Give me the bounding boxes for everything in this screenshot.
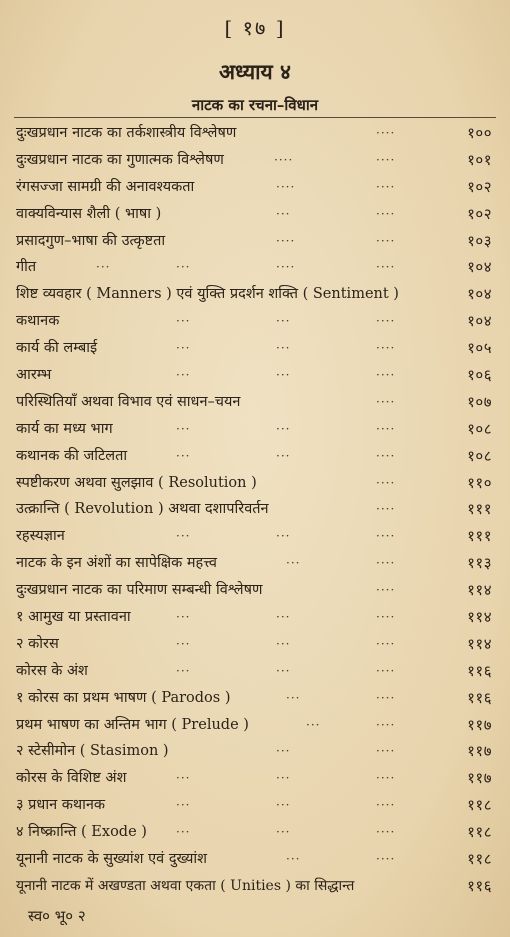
- toc-entry: [16, 308, 498, 335]
- toc-entry-page: ११८: [467, 796, 492, 815]
- toc-entry-title: १ कोरस का प्रथम भाषण ( Parodos ): [16, 689, 231, 706]
- toc-entry: [16, 335, 498, 362]
- leader-dots: ····: [376, 126, 396, 140]
- toc-entry-page: १०४: [467, 258, 492, 277]
- leader-dots: ···: [96, 260, 111, 275]
- toc-entry-title: दुःखप्रधान नाटक का तर्कशास्त्रीय विश्लेषण: [16, 125, 237, 141]
- toc-entry-page: १०४: [467, 312, 492, 331]
- section-title: नाटक का रचना–विधान: [191, 96, 319, 114]
- toc-entry: [16, 604, 498, 631]
- toc-entry-title: रहस्यज्ञान: [16, 528, 65, 545]
- toc-entry: [16, 738, 498, 765]
- toc-entry-title: नाटक के इन अंशों का सापेक्षिक महत्त्व: [16, 555, 217, 572]
- toc-entry-page: ११४: [467, 581, 492, 600]
- toc-entry: [16, 174, 498, 201]
- toc-entry-title: यूनानी नाटक के सुख्यांश एवं दुख्यांश: [16, 851, 208, 868]
- leader-dots: ····: [376, 233, 396, 248]
- toc-entry-title: कथानक: [16, 313, 60, 330]
- toc-entry-page: ११६: [467, 688, 492, 707]
- toc-entry-page: १०६: [467, 366, 492, 385]
- leader-dots: ···: [276, 744, 291, 759]
- toc-entry-title: कोरस के विशिष्ट अंश: [16, 770, 127, 787]
- toc-entry-title: प्रसादगुण–भाषा की उत्कृष्टता: [16, 232, 166, 249]
- leader-dots: ····: [376, 368, 396, 383]
- toc-entry-page: ११८: [467, 850, 492, 869]
- leader-dots: ···: [276, 771, 291, 786]
- leader-dots: ····: [376, 663, 396, 678]
- leader-dots: ····: [376, 636, 396, 651]
- leader-dots: ····: [376, 529, 396, 544]
- toc-entry-page: ११६: [467, 661, 492, 680]
- leader-dots: ····: [376, 260, 396, 275]
- table-of-contents: [16, 120, 498, 900]
- toc-entry-title: शिष्ट व्यवहार ( Manners ) एवं युक्ति प्रदर्शन शक्ति ( Sentiment ): [16, 286, 399, 303]
- toc-entry: [16, 523, 498, 550]
- leader-dots: ···: [176, 448, 191, 463]
- toc-entry-page: ११६: [467, 876, 492, 895]
- toc-entry-title: स्पष्टीकरण अथवा सुलझाव ( Resolution ): [16, 474, 257, 491]
- toc-entry-page: १०४: [467, 285, 492, 304]
- leader-dots: ····: [276, 179, 296, 194]
- page-number: [ १७ ]: [224, 16, 286, 40]
- toc-entry-title: प्रथम भाषण का अन्तिम भाग ( Prelude ): [16, 716, 249, 733]
- leader-dots: ····: [376, 610, 396, 625]
- leader-dots: ···: [176, 314, 191, 329]
- toc-entry-page: १०२: [467, 204, 492, 223]
- leader-dots: ····: [376, 448, 396, 463]
- toc-entry: [16, 550, 498, 577]
- leader-dots: ····: [376, 771, 396, 786]
- toc-entry-page: १०५: [467, 339, 492, 358]
- leader-dots: ···: [176, 663, 191, 678]
- leader-dots: ····: [376, 314, 396, 329]
- toc-entry: [16, 201, 498, 228]
- leader-dots: ···: [176, 798, 191, 813]
- leader-dots: ····: [376, 717, 396, 732]
- toc-entry-page: ११४: [467, 634, 492, 653]
- toc-entry-title: आरम्भ: [16, 367, 52, 384]
- toc-entry-page: ११७: [467, 715, 492, 734]
- toc-entry: [16, 846, 498, 873]
- leader-dots: ···: [276, 636, 291, 651]
- leader-dots: ····: [276, 260, 296, 275]
- toc-entry-page: १०२: [467, 177, 492, 196]
- leader-dots: ···: [276, 529, 291, 544]
- toc-entry-page: १०८: [467, 419, 492, 438]
- toc-entry-title: ३ प्रधान कथानक: [16, 797, 106, 814]
- toc-entry-page: ११८: [467, 823, 492, 842]
- toc-entry-title: ४ निष्क्रान्ति ( Exode ): [16, 824, 147, 841]
- leader-dots: ····: [376, 798, 396, 813]
- toc-entry-page: १०७: [467, 392, 492, 411]
- toc-entry-page: १०३: [467, 231, 492, 250]
- toc-entry-title: यूनानी नाटक में अखण्डता अथवा एकता ( Unities ) का सिद्धान्त: [16, 877, 355, 894]
- leader-dots: ···: [176, 368, 191, 383]
- toc-entry: [16, 631, 498, 658]
- toc-entry-title: कार्य का मध्य भाग: [16, 420, 113, 437]
- leader-dots: ····: [276, 233, 296, 248]
- toc-entry-page: ११७: [467, 769, 492, 788]
- toc-entry-title: कथानक की जटिलता: [16, 447, 128, 464]
- leader-dots: ···: [286, 852, 301, 867]
- leader-dots: ···: [276, 825, 291, 840]
- toc-entry-title: उत्क्रान्ति ( Revolution ) अथवा दशापरिवर्तन: [16, 501, 269, 518]
- toc-entry-title: दुःखप्रधान नाटक का गुणात्मक विश्लेषण: [16, 151, 224, 168]
- leader-dots: ···: [176, 610, 191, 625]
- leader-dots: ···: [306, 717, 321, 732]
- toc-entry: [16, 362, 498, 389]
- leader-dots: ···: [176, 421, 191, 436]
- toc-entry: [16, 765, 498, 792]
- toc-entry-title: १ आमुख या प्रस्तावना: [16, 609, 131, 626]
- section-divider: [14, 117, 496, 118]
- toc-entry-page: ११७: [467, 742, 492, 761]
- toc-entry: [16, 120, 498, 147]
- leader-dots: ···: [276, 798, 291, 813]
- leader-dots: ···: [176, 771, 191, 786]
- leader-dots: ····: [376, 206, 396, 221]
- leader-dots: ···: [176, 341, 191, 356]
- leader-dots: ···: [276, 314, 291, 329]
- leader-dots: ···: [276, 368, 291, 383]
- toc-entry-page: ११०: [467, 473, 492, 492]
- chapter-title: अध्याय ४: [219, 59, 291, 84]
- toc-entry: [16, 819, 498, 846]
- toc-entry: [16, 228, 498, 255]
- toc-entry: [16, 281, 498, 308]
- toc-entry-title: कोरस के अंश: [16, 662, 88, 679]
- toc-entry: [16, 389, 498, 416]
- toc-entry: [16, 254, 498, 281]
- leader-dots: ···: [176, 260, 191, 275]
- toc-entry: [16, 792, 498, 819]
- leader-dots: ····: [376, 690, 396, 705]
- toc-entry-title: दुःखप्रधान नाटक का परिमाण सम्बन्धी विश्लेषण: [16, 582, 263, 599]
- leader-dots: ····: [376, 583, 396, 598]
- toc-entry-page: १०८: [467, 446, 492, 465]
- toc-entry-page: ११३: [467, 554, 492, 573]
- leader-dots: ···: [176, 825, 191, 840]
- toc-entry-page: १११: [467, 500, 492, 519]
- signature-mark: स्व० भू० २: [28, 907, 86, 925]
- leader-dots: ····: [376, 341, 396, 356]
- leader-dots: ····: [376, 825, 396, 840]
- toc-entry-page: १००: [467, 124, 492, 142]
- leader-dots: ····: [376, 152, 396, 167]
- leader-dots: ···: [276, 341, 291, 356]
- leader-dots: ····: [376, 421, 396, 436]
- toc-entry: [16, 658, 498, 685]
- leader-dots: ····: [376, 502, 396, 517]
- toc-entry: [16, 443, 498, 470]
- leader-dots: ···: [176, 529, 191, 544]
- toc-entry: [16, 147, 498, 174]
- toc-entry-title: कार्य की लम्बाई: [16, 340, 98, 357]
- toc-entry-title: २ कोरस: [16, 635, 59, 652]
- toc-entry: [16, 496, 498, 523]
- toc-entry-title: गीत: [16, 259, 37, 276]
- toc-entry-title: वाक्यविन्यास शैली ( भाषा ): [16, 205, 162, 222]
- toc-entry: [16, 873, 498, 900]
- leader-dots: ····: [376, 556, 396, 571]
- leader-dots: ···: [276, 663, 291, 678]
- toc-entry-title: परिस्थितियाँ अथवा विभाव एवं साधन–चयन: [16, 393, 241, 410]
- toc-entry-title: २ स्टेसीमोन ( Stasimon ): [16, 743, 169, 760]
- leader-dots: ····: [274, 152, 294, 167]
- leader-dots: ···: [286, 690, 301, 705]
- toc-entry: [16, 416, 498, 443]
- toc-entry: [16, 712, 498, 739]
- leader-dots: ····: [376, 744, 396, 759]
- leader-dots: ····: [376, 852, 396, 867]
- leader-dots: ···: [276, 421, 291, 436]
- leader-dots: ···: [276, 206, 291, 221]
- toc-entry: [16, 470, 498, 497]
- leader-dots: ···: [276, 448, 291, 463]
- leader-dots: ···: [286, 556, 301, 571]
- toc-entry-page: ११४: [467, 608, 492, 627]
- leader-dots: ···: [276, 610, 291, 625]
- leader-dots: ····: [376, 179, 396, 194]
- toc-entry: [16, 685, 498, 712]
- toc-entry: [16, 577, 498, 604]
- toc-entry-page: १११: [467, 527, 492, 546]
- leader-dots: ····: [376, 475, 396, 490]
- leader-dots: ····: [376, 394, 396, 409]
- toc-entry-page: १०१: [467, 150, 492, 169]
- toc-entry-title: रंगसज्जा सामग्री की अनावश्यकता: [16, 178, 195, 195]
- leader-dots: ···: [176, 636, 191, 651]
